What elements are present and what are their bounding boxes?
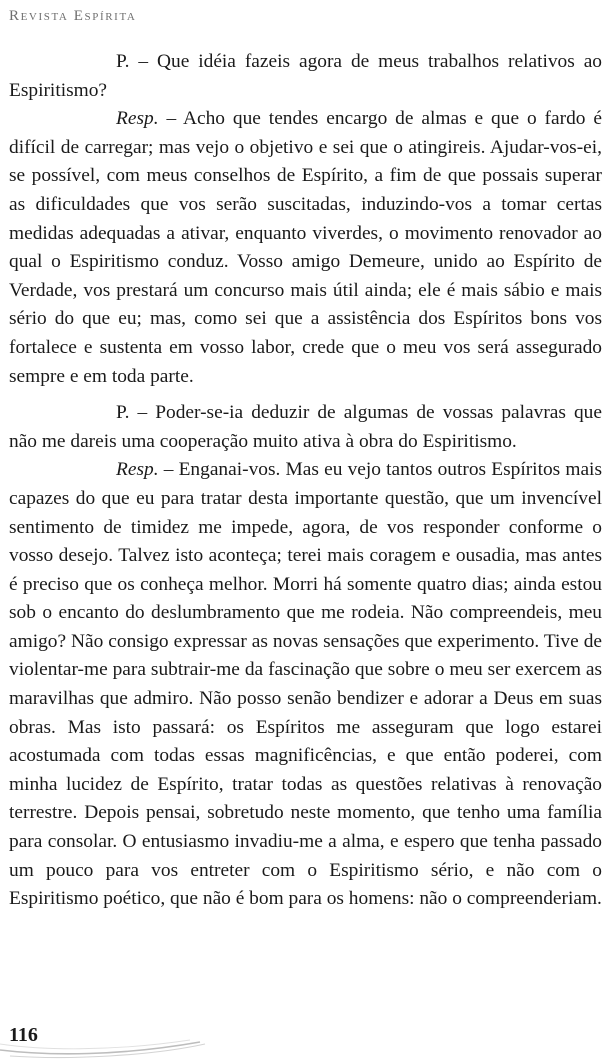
answer-paragraph xyxy=(9,456,602,914)
question-paragraph: P. – Que idéia fazeis agora de meus trabalhos relativos ao Espiritismo? xyxy=(9,51,602,101)
running-header: Revista Espírita xyxy=(9,8,137,24)
page-number: 116 xyxy=(9,1024,38,1046)
answer-text: – Acho que tendes encargo de almas e que o fardo é difícil de carregar; mas vejo o objetivo e sei que o atingireis. Ajudar-vos-ei, se possível, com meus conselhos de Espírito, a fim de que possais superar as dificuldades que vos serão suscitadas, induzindo-vos a tomar certas medidas adequadas a ativar, enquanto viverdes, o movimento renovador ao qual o Espiritismo conduz. Vosso amigo Demeure, unido ao Espírito de Verdade, vos prestará um concurso mais útil ainda; ele é mais sábio e mais sério do que eu; mas, como sei que a assistência dos Espíritos bons vos fortalece e sustenta em vosso labor, crede que o meu vos será assegurado sempre e em toda parte. xyxy=(9,108,602,387)
body-text xyxy=(9,48,602,914)
response-label: Resp. xyxy=(116,108,159,130)
answer-text: – Enganai-vos. Mas eu vejo tantos outros Espíritos mais capazes do que eu para tratar desta importante questão, que um invencível sentimento de timidez me impede, agora, de vos responder conforme o vosso desejo. Talvez isto aconteça; terei mais coragem e ousadia, mas antes é preciso que os conheça melhor. Morri há somente quatro dias; ainda estou sob o encanto do deslumbramento que me rodeia. Não compreendeis, meu amigo? Não consigo expressar as novas sensações que experimento. Tive de violentar-me para subtrair-me da fascinação que sobre o meu ser exercem as maravilhas que admiro. Não posso senão bendizer e adorar a Deus em suas obras. Mas isto passará: os Espíritos me asseguram que logo estarei acostumada com todas essas magnificências, e que então poderei, com minha lucidez de Espírito, tratar todas as questões relativas à renovação terrestre. Depois pensai, sobretudo neste momento, que tenho uma família para consolar. O entusiasmo invadiu-me a alma, e espero que tenha passado um pouco para vos entreter com o Espiritismo sério, e não com o Espiritismo poético, que não é bom para os homens: não o compreenderiam. xyxy=(9,459,602,910)
response-label: Resp. xyxy=(116,459,159,481)
answer-paragraph xyxy=(9,105,602,391)
question-paragraph: P. – Poder-se-ia deduzir de algumas de vossas palavras que não me dareis uma cooperação muito ativa à obra do Espiritismo. xyxy=(9,402,602,452)
